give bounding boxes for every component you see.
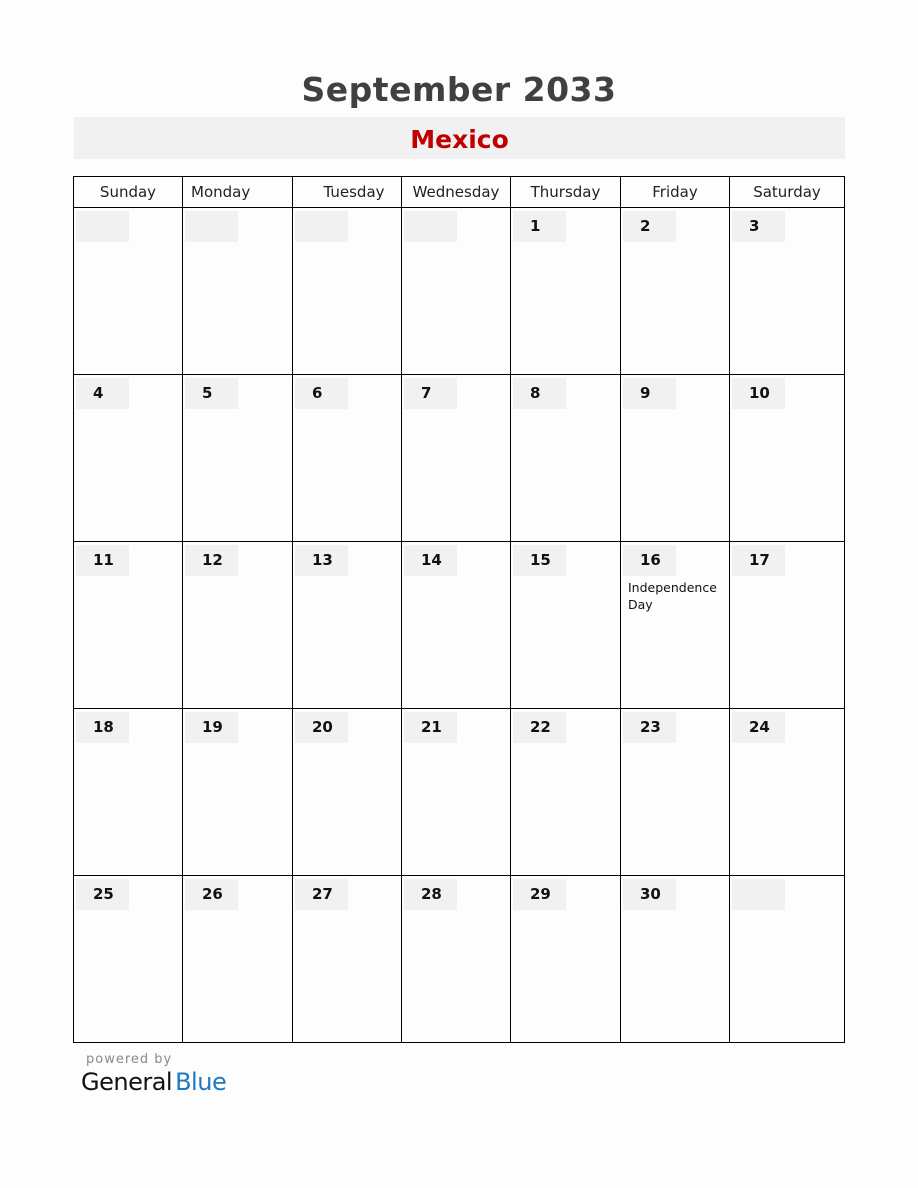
- day-cell: [293, 709, 402, 876]
- day-number: 4: [76, 378, 129, 409]
- holiday-label: Independence Day: [628, 580, 717, 612]
- day-cell: [74, 208, 183, 375]
- day-number: 11: [76, 545, 129, 576]
- day-number: [295, 211, 348, 242]
- day-number: 2: [623, 211, 676, 242]
- weekday-header-row: [74, 177, 845, 208]
- week-row: [74, 709, 845, 876]
- day-number: [732, 879, 785, 910]
- day-cell: [74, 709, 183, 876]
- day-number: 9: [623, 378, 676, 409]
- powered-by-label: powered by: [86, 1052, 173, 1067]
- brand-general: General: [81, 1068, 173, 1096]
- day-cell: [730, 542, 845, 709]
- day-number: [76, 211, 129, 242]
- week-row: [74, 375, 845, 542]
- day-number: 16: [623, 545, 676, 576]
- day-number: [404, 211, 457, 242]
- day-cell: [402, 208, 511, 375]
- country-banner: [74, 117, 845, 159]
- country-name: Mexico: [410, 125, 509, 154]
- day-number: 29: [513, 879, 566, 910]
- day-number: 5: [185, 378, 238, 409]
- day-cell: [730, 208, 845, 375]
- day-number: 14: [404, 545, 457, 576]
- day-number: 25: [76, 879, 129, 910]
- day-cell: [402, 876, 511, 1043]
- day-cell: [730, 876, 845, 1043]
- day-number: 24: [732, 712, 785, 743]
- day-cell: [74, 876, 183, 1043]
- day-number: 30: [623, 879, 676, 910]
- day-cell: [511, 709, 621, 876]
- brand-blue: Blue: [175, 1068, 227, 1096]
- day-number: 10: [732, 378, 785, 409]
- weekday-friday: Friday: [621, 177, 730, 208]
- weekday-sunday: Sunday: [74, 177, 183, 208]
- day-cell: [511, 208, 621, 375]
- day-cell: [74, 542, 183, 709]
- day-number: 18: [76, 712, 129, 743]
- day-number: 17: [732, 545, 785, 576]
- day-cell: [621, 876, 730, 1043]
- day-cell: [511, 876, 621, 1043]
- day-number: 3: [732, 211, 785, 242]
- day-number: 12: [185, 545, 238, 576]
- day-cell: [183, 542, 293, 709]
- weekday-monday: Monday: [183, 177, 293, 208]
- day-cell: [183, 375, 293, 542]
- day-number: 7: [404, 378, 457, 409]
- day-cell: [183, 876, 293, 1043]
- day-cell: [183, 709, 293, 876]
- day-cell: [293, 876, 402, 1043]
- day-cell: [730, 375, 845, 542]
- week-row: [74, 542, 845, 709]
- week-row: [74, 876, 845, 1043]
- day-cell: [621, 709, 730, 876]
- day-cell: [621, 375, 730, 542]
- day-number: 20: [295, 712, 348, 743]
- day-number: 21: [404, 712, 457, 743]
- page-title: September 2033: [301, 70, 617, 109]
- day-cell: [74, 375, 183, 542]
- day-number: 22: [513, 712, 566, 743]
- week-row: [74, 208, 845, 375]
- day-number: 6: [295, 378, 348, 409]
- day-cell: [402, 375, 511, 542]
- day-cell: [511, 375, 621, 542]
- day-cell: [621, 208, 730, 375]
- day-number: 13: [295, 545, 348, 576]
- day-cell-holiday: [621, 542, 730, 709]
- weekday-wednesday: Wednesday: [402, 177, 511, 208]
- day-cell: [402, 709, 511, 876]
- generalblue-logo[interactable]: [81, 1068, 226, 1096]
- day-number: 1: [513, 211, 566, 242]
- day-number: [185, 211, 238, 242]
- day-cell: [730, 709, 845, 876]
- day-cell: [293, 542, 402, 709]
- weekday-thursday: Thursday: [511, 177, 621, 208]
- weekday-tuesday: Tuesday: [293, 177, 402, 208]
- day-cell: [511, 542, 621, 709]
- weekday-saturday: Saturday: [730, 177, 845, 208]
- day-cell: [293, 208, 402, 375]
- day-number: 28: [404, 879, 457, 910]
- day-number: 19: [185, 712, 238, 743]
- day-number: 8: [513, 378, 566, 409]
- day-number: 15: [513, 545, 566, 576]
- day-number: 23: [623, 712, 676, 743]
- day-cell: [402, 542, 511, 709]
- day-number: 26: [185, 879, 238, 910]
- day-cell: [293, 375, 402, 542]
- calendar-grid: [73, 176, 845, 1043]
- day-cell: [183, 208, 293, 375]
- day-number: 27: [295, 879, 348, 910]
